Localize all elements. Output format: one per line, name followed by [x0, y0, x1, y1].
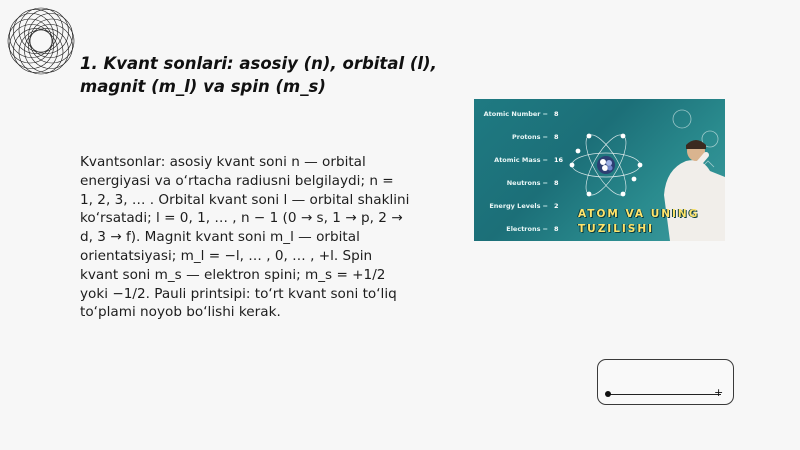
image-banner-line-2: TUZILISHI: [578, 223, 655, 235]
atom-info-row: [474, 179, 564, 193]
atom-info-label: Electrons =: [506, 225, 548, 233]
seek-slider-handle[interactable]: [605, 391, 611, 397]
atom-info-value: 2: [554, 202, 559, 210]
atom-info-row: [474, 225, 564, 239]
atom-info-value: 8: [554, 225, 559, 233]
atom-info-value: 16: [554, 156, 564, 164]
spirograph-logo-icon: [4, 4, 78, 78]
scientist-hair: [686, 140, 706, 149]
atom-info-value: 8: [554, 110, 559, 118]
atom-info-row: [474, 110, 564, 124]
atom-info-row: [474, 156, 564, 170]
atom-info-value: 8: [554, 133, 559, 141]
atom-info-label: Neutrons =: [507, 179, 548, 187]
atom-info-label: Energy Levels =: [489, 202, 548, 210]
atom-info-label: Atomic Number =: [484, 110, 548, 118]
atom-info-label: Atomic Mass =: [494, 156, 548, 164]
image-banner-line-1: ATOM VA UNING: [578, 208, 700, 220]
doodle-circle: [673, 110, 691, 128]
atom-info-value: 8: [554, 179, 559, 187]
slide-title: [80, 52, 440, 98]
atom-structure-image: [474, 99, 725, 241]
slide-title-line-1: 1. Kvant sonlari: asosiy (n), orbital (l),: [80, 54, 437, 73]
slide-title-line-2: magnit (m_l) va spin (m_s): [80, 77, 326, 96]
atom-info-label: Protons =: [512, 133, 548, 141]
media-player-control[interactable]: [597, 359, 734, 405]
atom-info-row: [474, 202, 564, 216]
image-banner: [578, 207, 699, 237]
plus-icon[interactable]: +: [714, 386, 724, 399]
atom-model: [570, 130, 643, 201]
slide-body-text: Kvantsonlar: asosiy kvant soni n — orbital energiyasi va o‘rtacha radiusni belgilaydi; n = 1, 2, 3, … . Orbital kvant soni l — orbital shaklini ko‘rsatadi; l = 0, 1, … , n − 1 (0 → s, 1 → p, 2 → d, 3 → f). Magnit kvant soni m_l — orbital orientatsiyasi; m_l = −l, … , 0, … , +l. Spin kvant soni m_s — elektron spini; m_s = +1/2 yoki −1/2. Pauli printsipi: to‘rt kvant soni to‘liq to‘plami noyob bo‘lishi kerak.: [80, 154, 410, 321]
atom-info-row: [474, 133, 564, 147]
seek-slider-track[interactable]: [608, 394, 721, 395]
